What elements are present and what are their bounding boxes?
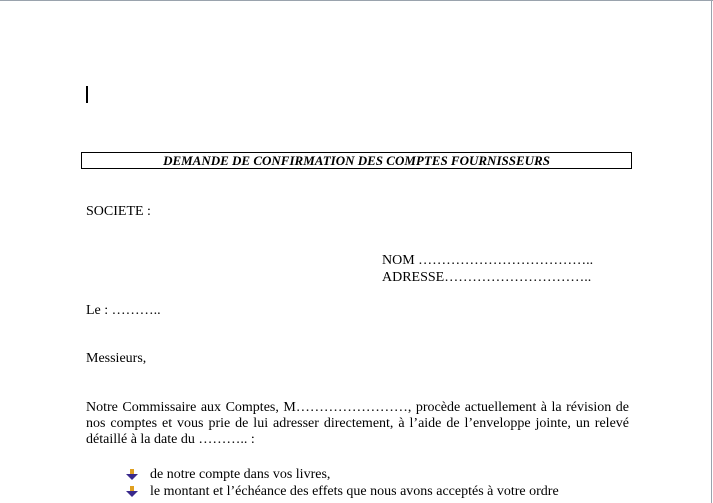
down-arrow-bullet-icon <box>126 469 138 481</box>
salutation[interactable]: Messieurs, <box>86 351 147 366</box>
page-top-edge <box>0 0 713 1</box>
societe-label[interactable]: SOCIETE : <box>86 204 151 219</box>
document-title-text: DEMANDE DE CONFIRMATION DES COMPTES FOURNISSEURS <box>163 153 550 168</box>
document-title[interactable] <box>81 152 632 169</box>
bullet-list <box>126 466 559 500</box>
list-item[interactable] <box>126 466 559 483</box>
text-cursor <box>86 86 88 103</box>
body-paragraph[interactable]: Notre Commissaire aux Comptes, M……………………, procède actuellement à la révision de nos comptes et vous prie de lui adresser directement, à l’aide de l’enveloppe jointe, un relevé détaillé à la date du ……….. : <box>86 400 629 447</box>
adresse-line[interactable]: ADRESSE………………………….. <box>382 270 592 285</box>
date-line[interactable]: Le : ……….. <box>86 303 161 318</box>
page-right-edge <box>711 0 712 503</box>
bullet-text: de notre compte dans vos livres, <box>150 467 331 482</box>
list-item[interactable] <box>126 483 559 500</box>
down-arrow-bullet-icon <box>126 486 138 498</box>
bullet-text: le montant et l’échéance des effets que nous avons acceptés à votre ordre <box>150 484 559 499</box>
nom-line[interactable]: NOM ……………………………….. <box>382 253 594 268</box>
